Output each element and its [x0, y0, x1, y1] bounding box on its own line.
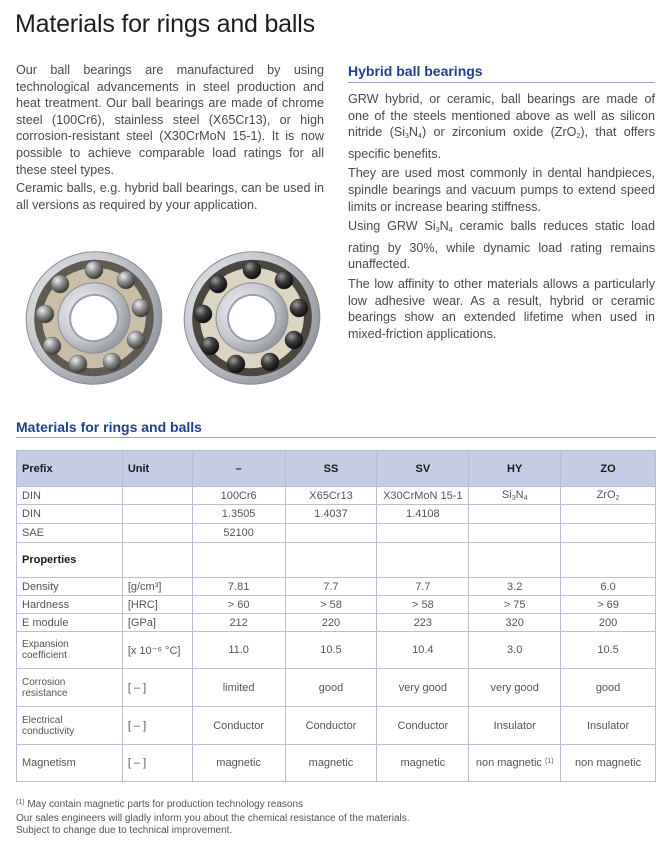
table-row: SAE 52100: [17, 524, 656, 543]
header-standard: –: [192, 451, 285, 487]
hybrid-paragraph-2: They are used most commonly in dental handpieces, spindle bearings and vacuum pumps to extend speed limits or increase bearing stiffness.: [348, 166, 655, 214]
intro-paragraph: Our ball bearings are manufactured by using technological advancements in steel production and heat treatment. Our ball bearings are made of chrome steel (100Cr6), stainless steel (X65Cr13), or high corrosion-resistant steel (X30CrMoN 15-1). It is now possible to achieve comparable load ratings for all these steel types.: [16, 63, 324, 177]
footnote-2: Our sales engineers will gladly inform you about the chemical resistance of the materials.: [16, 813, 410, 824]
header-prefix: Prefix: [17, 451, 123, 487]
hybrid-paragraph-1: GRW hybrid, or ceramic, ball bearings are made of one of the steels mentioned above as well as silicon nitride $(Si_3N_4)$ or zirconium oxide (ZrO$_2$), that offers specific benefits.: [348, 92, 655, 161]
header-zo: ZO: [561, 451, 656, 487]
materials-table: [16, 450, 656, 782]
properties-label: Properties: [17, 543, 123, 578]
table-heading: Materials for rings and balls: [16, 418, 656, 438]
footnote-1: $^{(1)}$ May contain magnetic parts for production technology reasons: [16, 799, 304, 810]
header-ss: SS: [285, 451, 377, 487]
footnote-3: Subject to change due to technical improvement.: [16, 825, 233, 836]
table-row: Corrosion resistance [ – ] limited good very good very good good: [17, 669, 656, 707]
ceramic-balls-paragraph: Ceramic balls, e.g. hybrid ball bearings, can be used in all versions as required by your application.: [16, 181, 324, 212]
hybrid-paragraph-3: Using GRW $Si_3N_4$ ceramic balls reduces static load rating by 30%, while dynamic load rating remains unaffected.: [348, 219, 655, 272]
table-row: Hardness [HRC] > 60 > 58 > 58 > 75 > 69: [17, 596, 656, 614]
table-row: Expansion coefficient [x 10⁻⁶ °C] 11.0 10.5 10.4 3.0 10.5: [17, 632, 656, 669]
table-row: E module [GPa] 212 220 223 320 200: [17, 614, 656, 632]
table-row: DIN 1.3505 1.4037 1.4108: [17, 505, 656, 524]
table-row: Magnetism [ – ] magnetic magnetic magnetic non magnetic $^{(1)}$ non magnetic: [17, 745, 656, 782]
steel-bearing-image: [20, 244, 168, 392]
header-hy: HY: [469, 451, 561, 487]
properties-section-row: [17, 543, 656, 578]
table-row: DIN 100Cr6 X65Cr13 X30CrMoN 15-1 $Si_3N_4$ ZrO$_2$: [17, 487, 656, 505]
table-header-row: [17, 451, 656, 487]
page-title: Materials for rings and balls: [15, 10, 315, 38]
header-sv: SV: [377, 451, 469, 487]
hybrid-paragraph-4: The low affinity to other materials allows a particularly low adhesive wear. As a result, hybrid or ceramic bearings show an extended lifetime when used in mixed-friction applications.: [348, 276, 655, 341]
intro-text: [16, 62, 324, 215]
ceramic-bearing-image: [178, 244, 326, 392]
table-row: Electrical conductivity [ – ] Conductor Conductor Conductor Insulator Insulator: [17, 707, 656, 745]
header-unit: Unit: [122, 451, 192, 487]
table-row: Density [g/cm³] 7.81 7.7 7.7 3.2 6.0: [17, 578, 656, 596]
hybrid-section: [348, 62, 655, 345]
hybrid-heading: Hybrid ball bearings: [348, 62, 655, 83]
